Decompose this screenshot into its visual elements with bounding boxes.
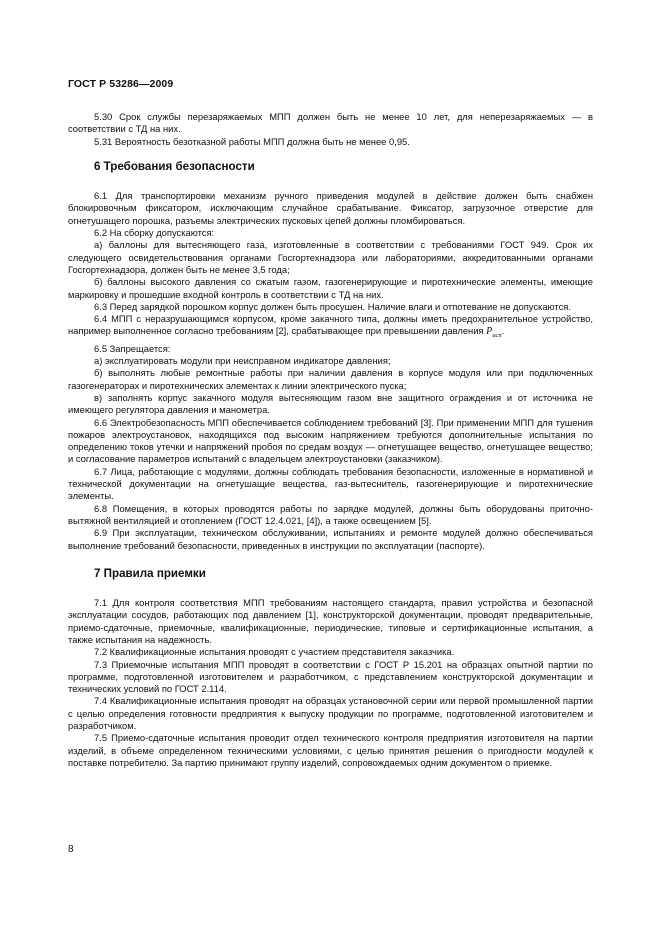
clause-6-8: 6.8 Помещения, в которых проводятся работы по зарядке модулей, должны быть оборудованы приточно-вытяжной вентиляцией и отоплением (ГОСТ 12.4.021, [4]), а также освещением [5]. (68, 502, 593, 526)
clause-6-3: 6.3 Перед зарядкой порошком корпус должен быть просушен. Наличие влаги и отпотевание не допускаются. (94, 300, 571, 312)
clause-6-4-end: . (501, 325, 505, 337)
clause-7-3: 7.3 Приемочные испытания МПП проводят в соответствии с ГОСТ Р 15.201 на образцах опытной партии по программе, подготовленной изготовителем и разработчиком, с представлением конструкторской документации и технических условий по ГОСТ 2.114. (68, 658, 593, 695)
clause-7-1: 7.1 Для контроля соответствия МПП требованиям настоящего стандарта, правил устройства и безопасной эксплуатации сосудов, работающих под давлением [1], конструкторской документации, проводят предварительные, приемо-сдаточные, приемочные, квалификационные, периодические, типовые и сертификационные испытания, а также испытания на надежность. (68, 597, 593, 645)
pressure-symbol-letter: P (486, 326, 493, 338)
spacer (68, 148, 593, 161)
pressure-symbol (486, 326, 502, 340)
clause-7-4: 7.4 Квалификационные испытания проводят на образцах установочной серии или первой промышленной партии с целью определения готовности предприятия к выпуску продукции по программе, подготовленной изготовителем и разработчиком. (68, 695, 593, 732)
clause-6-5: 6.5 Запрещается: (94, 342, 171, 354)
clause-6-4 (68, 313, 593, 343)
clause-6-5-a: а) эксплуатировать модули при неисправном индикаторе давления; (94, 355, 391, 367)
clause-6-2: 6.2 На сборку допускаются: (94, 227, 215, 239)
clause-7-5: 7.5 Приемо-сдаточные испытания проводит отдел технического контроля предприятия изготовителя на партии изделий, в объеме определенном техническими условиями, с целью принятия решения о пригодности модулей к поставке потребителю. За партию принимают группу изделий, сопровождаемых одним документом о приемке. (68, 732, 593, 768)
clause-6-1: 6.1 Для транспортировки механизм ручного приведения модулей в действие должен быть снабжен блокировочным фиксатором, исключающим случайное срабатывание. Фиксатор, загрузочное отверстие для огнетушащего порошка, разъемы электрических пусковых цепей должны пломбироваться. (68, 190, 593, 226)
clause-6-2-b: б) баллоны высокого давления со сжатым газом, газогенерирующие и пиротехнические элементы, имеющие маркировку и прошедшие входной контроль в соответствии с ТД на них. (68, 276, 593, 300)
clause-6-6: 6.6 Электробезопасность МПП обеспечивается соблюдением требований [3]. При применении МПП для тушения пожаров электроустановок, находящихся под высоким напряжением требуются дополнительные испытания по определению токов утечки и напряжений пробоя по средам воздух — огнетушащее вещество, огнетушащее вещество; и согласование параметров испытаний с владельцем электроустановки (заказчиком). (68, 416, 593, 465)
clause-5-30: 5.30 Срок службы перезаряжаемых МПП должен быть не менее 10 лет, для неперезаряжаемых — в соответствии с ТД на них. (68, 111, 593, 135)
spacer (68, 552, 593, 568)
page-content (68, 111, 593, 769)
clause-6-4-text: 6.4 МПП с неразрушающимся корпусом, кроме закачного типа, должны иметь предохранительное устройство, например выполненное согласно требованиям [2], срабатывающее при превышении давления (68, 313, 593, 337)
section-7-title: 7 Правила приемки (94, 566, 206, 580)
clause-6-2-a: а) баллоны для вытесняющего газа, изготовленные в соответствии с требованиями ГОСТ 949. Срок их следующего освидетельствования органами Госгортехнадзора или лабораториями, аккредитованными органами Госгортехнадзора, должен быть не менее 3,5 года; (68, 239, 593, 275)
pressure-symbol-subscript: исп (492, 332, 502, 340)
spacer (68, 173, 593, 190)
standard-code-header: ГОСТ Р 53286—2009 (68, 78, 174, 90)
clause-5-31: 5.31 Вероятность безотказной работы МПП должна быть не менее 0,95. (94, 135, 410, 147)
spacer (68, 580, 593, 597)
section-6-title: 6 Требования безопасности (94, 159, 255, 173)
page-number: 8 (68, 844, 74, 855)
clause-6-7: 6.7 Лица, работающие с модулями, должны соблюдать требования безопасности, изложенные в нормативной и технической документации на огнетушащие вещества, газ-вытеснитель, газогенерирующие и пиротехнические элементы. (68, 465, 593, 502)
clause-6-5-c: в) заполнять корпус закачного модуля вытесняющим газом вне защитного ограждения и от источника не имеющего регулятора давления и манометра. (68, 391, 593, 416)
clause-6-9: 6.9 При эксплуатации, техническом обслуживании, испытаниях и ремонте модулей должно обеспечиваться выполнение требований безопасности, приведенных в инструкции по эксплуатации (паспорте). (68, 527, 593, 551)
clause-7-2: 7.2 Квалификационные испытания проводят с участием представителя заказчика. (94, 646, 455, 658)
clause-6-5-b: б) выполнять любые ремонтные работы при наличии давления в корпусе модуля или при подключенных газогенераторах и пиротехнических элементах к линии электрического пуска; (68, 367, 593, 391)
